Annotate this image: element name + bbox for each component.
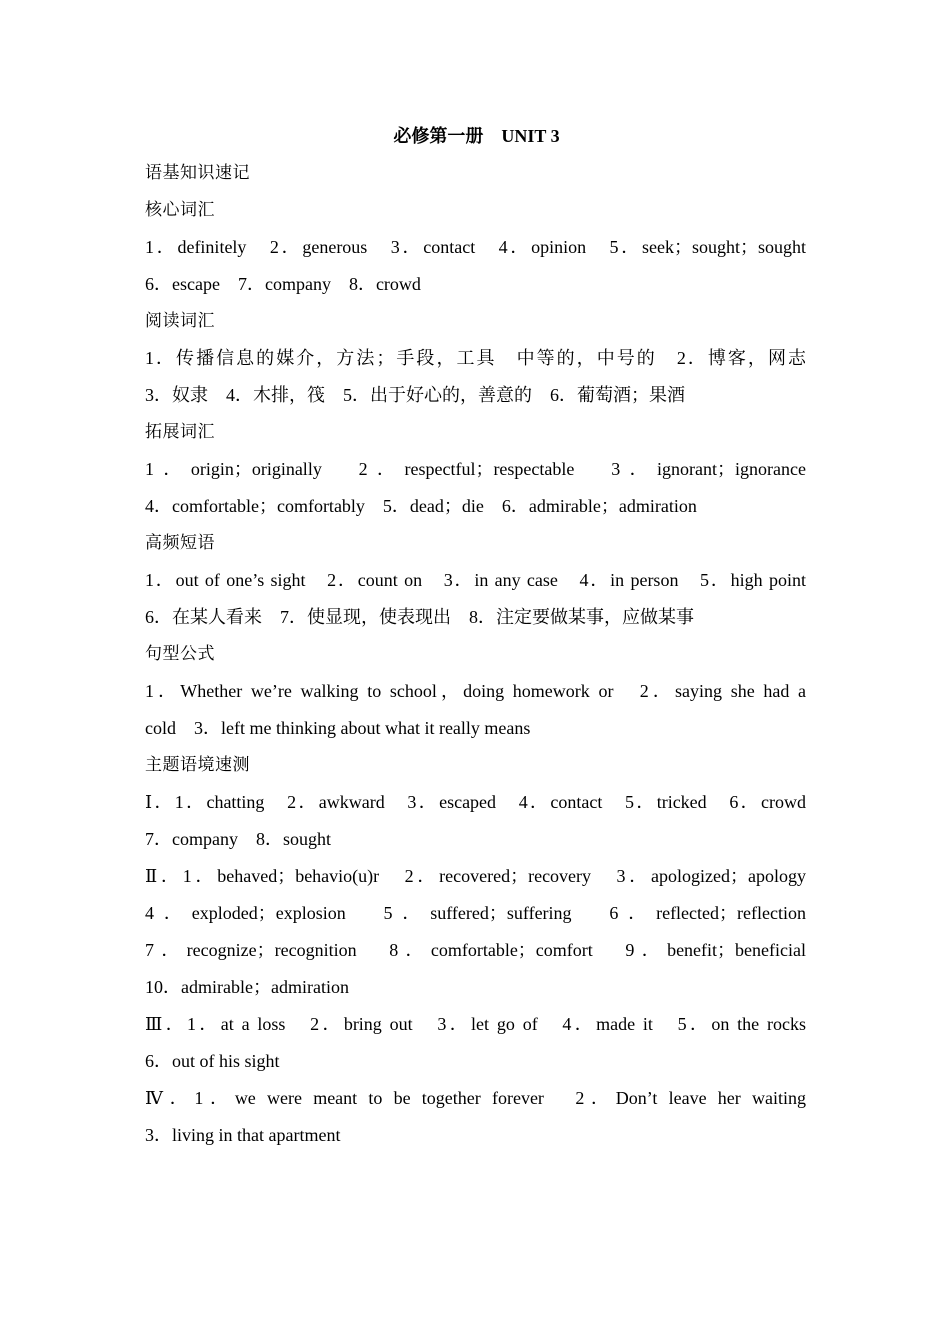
section-heading-basics: 语基知识速记 (145, 163, 250, 183)
answer-line: Ⅲ．1．at a loss 2．bring out 3．let go of 4．made it 5．on the rocks (145, 1014, 806, 1034)
section-heading-reading-vocab: 阅读词汇 (145, 311, 215, 331)
answer-line: 4．exploded；explosion 5．suffered；suffering 6．reflected；reflection (145, 903, 806, 923)
answer-line: 1．Whether we’re walking to school，doing homework or 2．saying she had a (145, 681, 806, 701)
section-heading-core-vocab: 核心词汇 (145, 200, 215, 220)
answer-line: cold 3．left me thinking about what it really means (145, 718, 531, 738)
answer-line: Ⅱ．1．behaved；behavio(u)r 2．recovered；recovery 3．apologized；apology (145, 866, 806, 886)
answer-line: 7．recognize；recognition 8．comfortable；comfort 9．benefit；beneficial (145, 940, 806, 960)
section-heading-theme-test: 主题语境速测 (145, 755, 250, 775)
answer-line: 4．comfortable；comfortably 5．dead；die 6．admirable；admiration (145, 496, 697, 516)
answer-line: 1．out of one’s sight 2．count on 3．in any case 4．in person 5．high point (145, 570, 806, 590)
answer-line: 6．在某人看来 7．使显现，使表现出 8．注定要做某事，应做某事 (145, 607, 694, 627)
answer-line: 1．传播信息的媒介，方法；手段，工具 中等的，中号的 2．博客，网志 (145, 348, 806, 368)
section-heading-sentence-patterns: 句型公式 (145, 644, 215, 664)
answer-line: Ⅳ．1．we were meant to be together forever 2．Don’t leave her waiting (145, 1088, 806, 1108)
answer-line: 1．definitely 2．generous 3．contact 4．opinion 5．seek；sought；sought (145, 237, 806, 257)
section-heading-phrases: 高频短语 (145, 533, 215, 553)
answer-line: Ⅰ．1．chatting 2．awkward 3．escaped 4．contact 5．tricked 6．crowd (145, 792, 806, 812)
answer-line: 10．admirable；admiration (145, 977, 349, 997)
answer-line: 7．company 8．sought (145, 829, 331, 849)
section-heading-extended-vocab: 拓展词汇 (145, 422, 215, 442)
answer-line: 1．origin；originally 2．respectful；respectable 3．ignorant；ignorance (145, 459, 806, 479)
answer-line: 6．out of his sight (145, 1051, 280, 1071)
answer-line: 3．living in that apartment (145, 1125, 341, 1145)
document-page (145, 118, 806, 1154)
answer-line: 6．escape 7．company 8．crowd (145, 274, 421, 294)
page-title: 必修第一册 UNIT 3 (393, 126, 560, 146)
answer-line: 3．奴隶 4．木排，筏 5．出于好心的，善意的 6．葡萄酒；果酒 (145, 385, 685, 405)
